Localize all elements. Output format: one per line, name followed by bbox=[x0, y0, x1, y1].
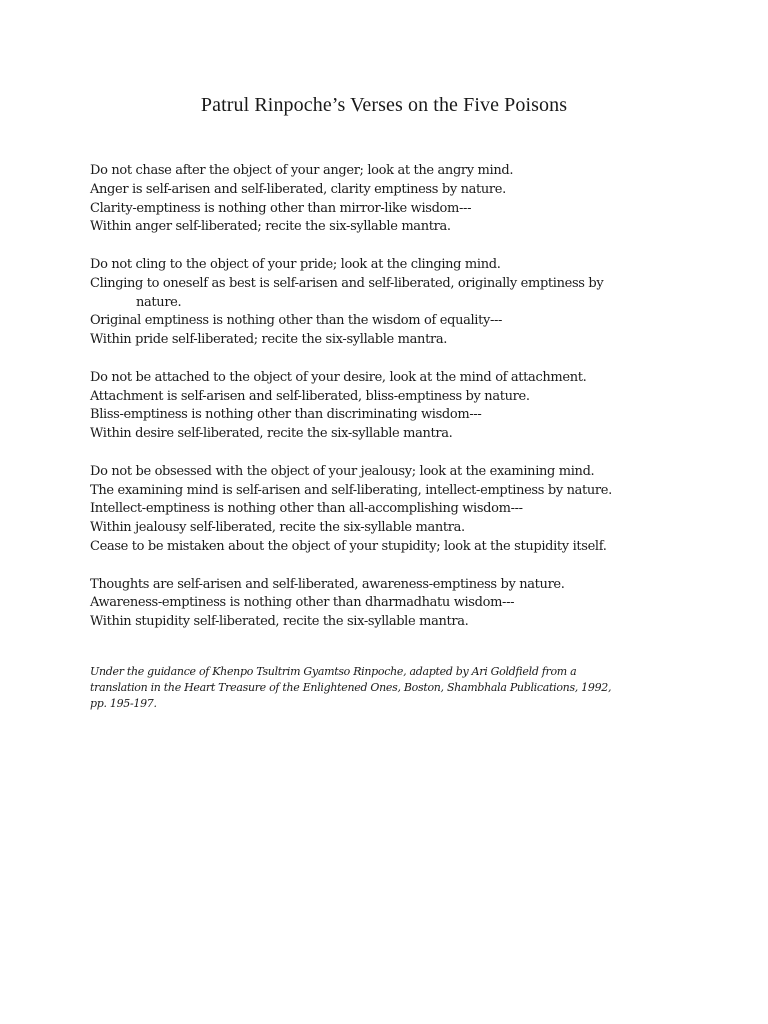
verse-line: Bliss-emptiness is nothing other than discriminating wisdom--- bbox=[90, 407, 482, 423]
stanza-anger bbox=[90, 162, 690, 237]
citation-line: pp. 195-197. bbox=[90, 697, 157, 710]
verse-line: Clinging to oneself as best is self-arisen and self-liberated, originally emptiness by bbox=[90, 275, 604, 291]
citation-line: translation in the Heart Treasure of the Enlightened Ones, Boston, Shambhala Publications, 1992, bbox=[90, 681, 612, 694]
citation-line: Under the guidance of Khenpo Tsultrim Gyamtso Rinpoche, adapted by Ari Goldfield from a bbox=[90, 665, 577, 678]
verse-line: Anger is self-arisen and self-liberated, clarity emptiness by nature. bbox=[90, 181, 506, 197]
page-title: Patrul Rinpoche’s Verses on the Five Poisons bbox=[200, 94, 568, 116]
stanza-desire bbox=[90, 369, 690, 444]
verse-line: Do not be obsessed with the object of your jealousy; look at the examining mind. bbox=[90, 463, 595, 479]
verse-line: The examining mind is self-arisen and self-liberating, intellect-emptiness by nature. bbox=[90, 482, 612, 498]
verse-line: Within pride self-liberated; recite the six-syllable mantra. bbox=[90, 332, 448, 348]
stanza-stupidity bbox=[90, 576, 690, 632]
verse-line: Do not chase after the object of your anger; look at the angry mind. bbox=[90, 163, 514, 178]
verse-line: Thoughts are self-arisen and self-liberated, awareness-emptiness by nature. bbox=[90, 576, 565, 592]
verse-line: Clarity-emptiness is nothing other than mirror-like wisdom--- bbox=[90, 200, 472, 216]
verse-line: Cease to be mistaken about the object of your stupidity; look at the stupidity itself. bbox=[90, 538, 607, 554]
verse-line: Within jealousy self-liberated, recite the six-syllable mantra. bbox=[90, 520, 465, 536]
verse-line: Original emptiness is nothing other than the wisdom of equality--- bbox=[90, 313, 503, 329]
verse-line: Within desire self-liberated, recite the six-syllable mantra. bbox=[90, 426, 453, 442]
verse-line: Awareness-emptiness is nothing other than dharmadhatu wisdom--- bbox=[90, 595, 515, 611]
verse-line: Within anger self-liberated; recite the six-syllable mantra. bbox=[90, 219, 451, 235]
verses-body bbox=[90, 162, 690, 632]
verse-line: Attachment is self-arisen and self-liberated, bliss-emptiness by nature. bbox=[90, 388, 530, 404]
stanza-jealousy bbox=[90, 463, 690, 557]
citation-note bbox=[90, 664, 680, 712]
verse-line: Within stupidity self-liberated, recite the six-syllable mantra. bbox=[90, 614, 469, 630]
verse-line-continuation: nature. bbox=[136, 294, 182, 310]
verse-line: Do not cling to the object of your pride; look at the clinging mind. bbox=[90, 256, 501, 272]
verse-line: Intellect-emptiness is nothing other than all-accomplishing wisdom--- bbox=[90, 501, 523, 517]
verse-line: Do not be attached to the object of your desire, look at the mind of attachment. bbox=[90, 369, 587, 385]
stanza-pride bbox=[90, 256, 690, 350]
